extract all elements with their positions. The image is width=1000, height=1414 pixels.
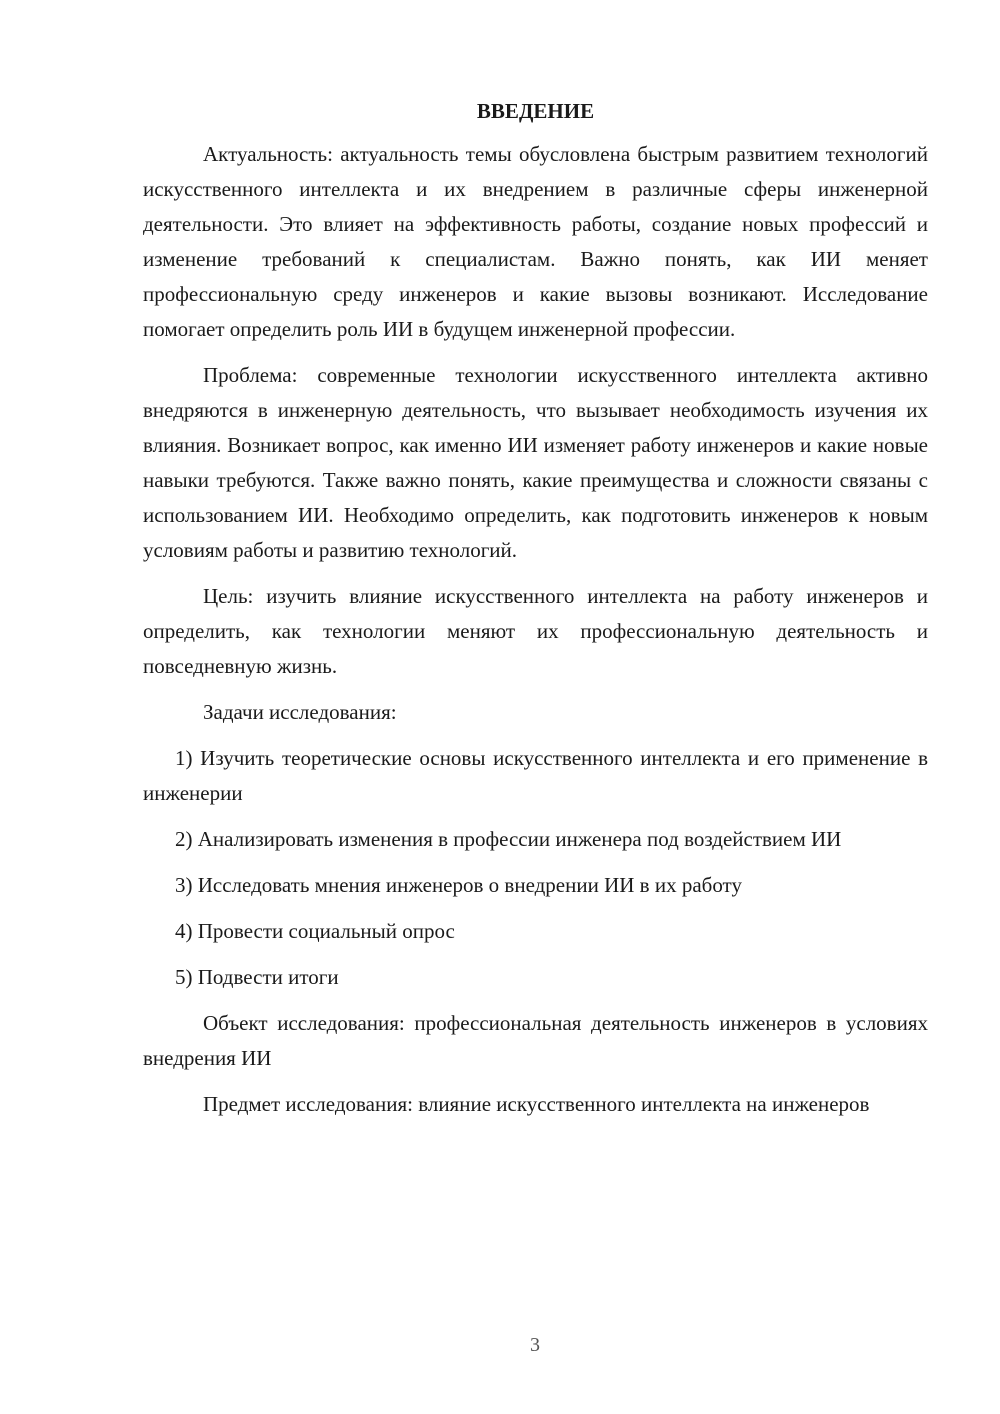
object-paragraph: Объект исследования: профессиональная деятельность инженеров в условиях внедрения ИИ xyxy=(143,1011,928,1070)
task-item-1: 1) Изучить теоретические основы искусственного интеллекта и его применение в инженерии xyxy=(143,746,928,805)
section-title: ВВЕДЕНИЕ xyxy=(476,99,595,123)
page-number: 3 xyxy=(530,1334,540,1356)
document-page xyxy=(143,96,928,1133)
task-item-2: 2) Анализировать изменения в профессии инженера под воздействием ИИ xyxy=(175,827,842,851)
goal-paragraph: Цель: изучить влияние искусственного интеллекта на работу инженеров и определить, как технологии меняют их профессиональную деятельность и повседневную жизнь. xyxy=(143,584,928,678)
tasks-heading: Задачи исследования: xyxy=(203,700,397,724)
problem-paragraph: Проблема: современные технологии искусственного интеллекта активно внедряются в инженерную деятельность, что вызывает необходимость изучения их влияния. Возникает вопрос, как именно ИИ изменяет работу инженеров и какие новые навыки требуются. Также важно понять, какие преимущества и сложности связаны с использованием ИИ. Необходимо определить, как подготовить инженеров к новым условиям работы и развитию технологий. xyxy=(143,363,928,562)
subject-paragraph: Предмет исследования: влияние искусственного интеллекта на инженеров xyxy=(203,1092,870,1116)
task-item-4: 4) Провести социальный опрос xyxy=(175,919,455,943)
task-item-5: 5) Подвести итоги xyxy=(175,965,339,989)
relevance-paragraph: Актуальность: актуальность темы обусловлена быстрым развитием технологий искусственного интеллекта и их внедрением в различные сферы инженерной деятельности. Это влияет на эффективность работы, создание новых профессий и изменение требований к специалистам. Важно понять, как ИИ меняет профессиональную среду инженеров и какие вызовы возникают. Исследование помогает определить роль ИИ в будущем инженерной профессии. xyxy=(143,142,928,341)
task-item-3: 3) Исследовать мнения инженеров о внедрении ИИ в их работу xyxy=(175,873,742,897)
